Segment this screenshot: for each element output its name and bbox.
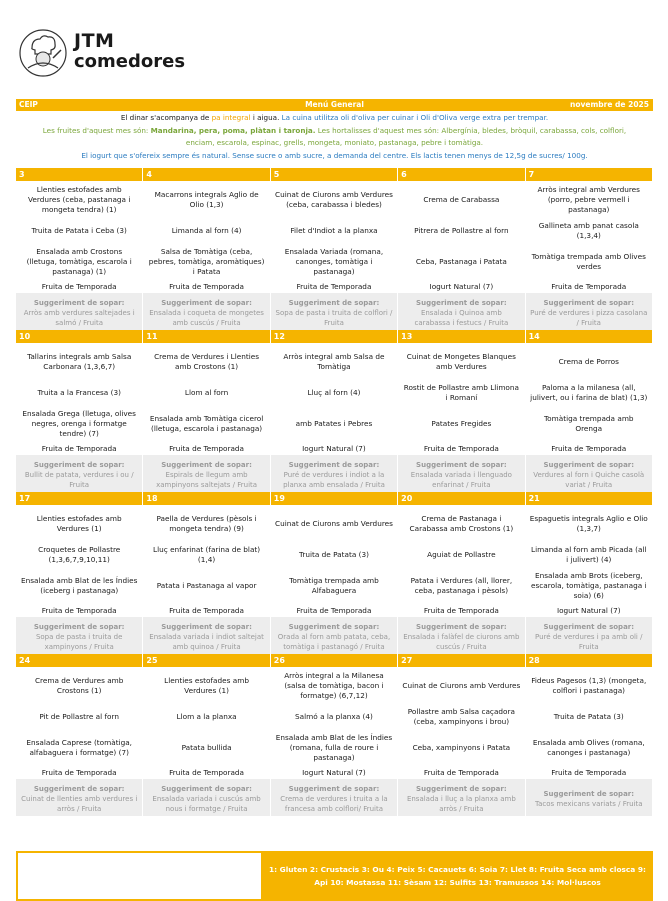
dinner-suggestion-title: Suggeriment de sopar: (416, 784, 507, 793)
brand-name: JTM (74, 30, 115, 52)
dish-first: Crema de Porros (526, 343, 653, 381)
dish-side: Ensalada amb Tomàtiga cicerol (lletuga, escarola i pastanaga) (143, 405, 270, 443)
dessert: Fruita de Temporada (271, 605, 398, 617)
dish-second: Pitrera de Pollastre al forn (398, 219, 525, 243)
dish-row-second (16, 705, 653, 729)
dish-side: Tomàtiga trempada amb Olives verdes (526, 243, 653, 281)
dessert: Iogurt Natural (7) (398, 281, 525, 293)
dish-second: Limanda al forn amb Picada (all i julivert) (4) (526, 543, 653, 567)
dinner-suggestion-title: Suggeriment de sopar: (416, 460, 507, 469)
dish-first: Crema de Verdures amb Crostons (1) (16, 667, 143, 705)
dinner-suggestion-text: Sopa de pasta i truita de xampinyons / Fruita (35, 632, 123, 651)
menu-title-bar (16, 99, 653, 111)
dish-first: Cuinat de Ciurons amb Verdures (398, 667, 525, 705)
dish-side: Ceba, xampinyons i Patata (398, 729, 525, 767)
dish-side: Salsa de Tomàtiga (ceba, pebres, tomàtiga, aromàtiques) i Patata (143, 243, 270, 281)
dish-second: Gallineta amb panat casola (1,3,4) (526, 219, 653, 243)
dish-second: Lluç al forn (4) (271, 381, 398, 405)
dish-second: Truita a la Francesa (3) (16, 381, 143, 405)
day-number: 7 (526, 168, 653, 181)
dinner-suggestion (143, 293, 270, 330)
dish-first: Cuinat de Mongetes Blanques amb Verdures (398, 343, 525, 381)
dinner-suggestion-text: Ensalada i lluç a la planxa amb arròs / Fruita (406, 794, 516, 813)
day-number: 28 (526, 654, 653, 667)
dinner-suggestion-text: Verdures al forn i Quiche casolà variat / Fruita (533, 470, 645, 489)
dessert: Fruita de Temporada (16, 767, 143, 779)
school-label: CEIP (19, 100, 38, 109)
dinner-suggestion-title: Suggeriment de sopar: (288, 784, 380, 793)
day-number-row (16, 168, 653, 181)
day-number: 5 (271, 168, 398, 181)
dinner-suggestion-text: Puré de verdures i pa amb oli / Fruita (535, 632, 643, 651)
dish-side: Ensalada amb Blat de les Índies (iceberg i pastanaga) (16, 567, 143, 605)
dish-row-side (16, 405, 653, 443)
dinner-suggestion-text: Cuinat de llenties amb verdures i arròs / Fruita (21, 794, 138, 813)
dinner-suggestion-row (16, 293, 653, 330)
day-number-row (16, 654, 653, 667)
dish-side: Patates Fregides (398, 405, 525, 443)
day-number: 18 (143, 492, 270, 505)
dessert: Fruita de Temporada (526, 767, 653, 779)
chef-logo-icon (18, 28, 68, 78)
day-number-row (16, 492, 653, 505)
day-number: 17 (16, 492, 143, 505)
dessert: Fruita de Temporada (143, 281, 270, 293)
allergen-legend (16, 851, 653, 901)
dish-side: Ensalada amb Brots (iceberg, escarola, tomàtiga, pastanaga i soia) (6) (526, 567, 653, 605)
intro-text: El dinar s'acompanya de (120, 113, 212, 122)
intro-yogurt: El iogurt que s'ofereix sempre és natural. Sense sucre o amb sucre, a demanda del centre. Els lactis tenen menys de 12,5g de sucres/ 100g. (81, 150, 588, 160)
dish-second: Filet d'Indiot a la planxa (271, 219, 398, 243)
dessert: Iogurt Natural (7) (526, 605, 653, 617)
dessert: Fruita de Temporada (143, 605, 270, 617)
dinner-suggestion-title: Suggeriment de sopar: (543, 789, 635, 798)
allergen-list: 1: Gluten 2: Crustacis 3: Ou 4: Peix 5: Cacauets 6: Soia 7: Llet 8: Fruita Seca amb closca 9: Api 10: Mostassa 11: Sèsam 12: Sulfits 13: Tramussos 14: Mol·luscos (269, 865, 646, 887)
dessert: Iogurt Natural (7) (271, 443, 398, 455)
dish-first: Crema de Carabassa (398, 181, 525, 219)
dessert: Fruita de Temporada (143, 767, 270, 779)
dinner-suggestion-title: Suggeriment de sopar: (543, 460, 635, 469)
dish-row-second (16, 381, 653, 405)
dessert-row (16, 443, 653, 455)
dish-second: Truita de Patata (3) (271, 543, 398, 567)
dinner-suggestion-row (16, 779, 653, 816)
dinner-suggestion-title: Suggeriment de sopar: (416, 298, 507, 307)
dessert: Fruita de Temporada (526, 443, 653, 455)
dish-row-side (16, 567, 653, 605)
dinner-suggestion (398, 293, 525, 330)
dinner-suggestion (271, 455, 398, 492)
dinner-suggestion-row (16, 455, 653, 492)
dinner-suggestion-title: Suggeriment de sopar: (543, 622, 635, 631)
dish-second: Truita de Patata i Ceba (3) (16, 219, 143, 243)
dish-row-first (16, 343, 653, 381)
dessert: Fruita de Temporada (398, 767, 525, 779)
day-number: 13 (398, 330, 525, 343)
dish-side: Ensalada Variada (romana, canonges, tomàtiga i pastanaga) (271, 243, 398, 281)
dinner-suggestion-text: Crema de verdures i truita a la francesa amb colflori/ Fruita (280, 794, 388, 813)
day-number: 4 (143, 168, 270, 181)
day-number: 21 (526, 492, 653, 505)
dinner-suggestion-title: Suggeriment de sopar: (288, 622, 380, 631)
dessert: Fruita de Temporada (16, 281, 143, 293)
dinner-suggestion-text: Ensalada variada i cuscús amb nous i formatge / Fruita (152, 794, 261, 813)
dessert: Iogurt Natural (7) (271, 767, 398, 779)
dinner-suggestion-text: Ensalada i coqueta de mongetes amb cuscús / Fruita (149, 308, 264, 327)
dinner-suggestion-title: Suggeriment de sopar: (33, 784, 125, 793)
dish-side: Patata i Verdures (all, llorer, ceba, pastanaga i pèsols) (398, 567, 525, 605)
dish-second: Pit de Pollastre al forn (16, 705, 143, 729)
dinner-suggestion-text: Ensalada variada i llenguado enfarinat / Fruita (410, 470, 512, 489)
dish-second: Limanda al forn (4) (143, 219, 270, 243)
dish-second: Paloma a la milanesa (all, julivert, ou i farina de blat) (1,3) (526, 381, 653, 405)
dish-first: Cuinat de Ciurons amb Verdures (271, 505, 398, 543)
dinner-suggestion-title: Suggeriment de sopar: (33, 298, 125, 307)
dish-side: Patata i Pastanaga al vapor (143, 567, 270, 605)
menu-title: Menú General (305, 100, 364, 109)
dish-side: Ensalada amb Blat de les Índies (romana, fulla de roure i pastanaga) (271, 729, 398, 767)
intro-bread: pa integral (211, 113, 251, 122)
dessert: Fruita de Temporada (143, 443, 270, 455)
dish-first: Llenties estofades amb Verdures (1) (143, 667, 270, 705)
dinner-suggestion-title: Suggeriment de sopar: (161, 784, 252, 793)
dessert-row (16, 605, 653, 617)
dish-first: Espaguetis integrals Aglio e Olio (1,3,7) (526, 505, 653, 543)
dish-first: Arròs integral amb Verdures (porro, pebre vermell i pastanaga) (526, 181, 653, 219)
dinner-suggestion-title: Suggeriment de sopar: (161, 622, 252, 631)
dish-side: Patata bullida (143, 729, 270, 767)
dish-side: Ensalada Grega (lletuga, olives negres, orenga i formatge tendre) (7) (16, 405, 143, 443)
dinner-suggestion-text: Arròs amb verdures saltejades i salmó / Fruita (23, 308, 135, 327)
dinner-suggestion (16, 779, 143, 816)
dish-first: Arròs integral amb Salsa de Tomàtiga (271, 343, 398, 381)
month-label: novembre de 2025 (570, 100, 649, 109)
brand-subname: comedores (74, 51, 186, 72)
intro-fruits: Mandarina, pera, poma, plàtan i taronja. (150, 125, 316, 135)
dish-row-second (16, 219, 653, 243)
dessert: Fruita de Temporada (398, 443, 525, 455)
dinner-suggestion-text: Puré de verdures i indiot a la planxa amb ensalada / Fruita (283, 470, 385, 489)
intro-text: i aigua. (250, 113, 282, 122)
week-block (16, 168, 653, 330)
week-block (16, 330, 653, 492)
dish-second: Salmó a la planxa (4) (271, 705, 398, 729)
week-block (16, 492, 653, 654)
dinner-suggestion-text: Ensalada i Quinoa amb carabassa i festucs / Fruita (414, 308, 509, 327)
dinner-suggestion-title: Suggeriment de sopar: (416, 622, 507, 631)
dinner-suggestion (16, 617, 143, 654)
dessert-row (16, 281, 653, 293)
dish-side: amb Patates i Pebres (271, 405, 398, 443)
dish-side: Ensalada Caprese (tomàtiga, alfabaguera i formatge) (7) (16, 729, 143, 767)
dish-side: Ensalada amb Crostons (lletuga, tomàtiga, escarola i pastanaga) (1) (16, 243, 143, 281)
dinner-suggestion-title: Suggeriment de sopar: (288, 460, 380, 469)
dish-first: Fideus Pagesos (1,3) (mongeta, colflori i pastanaga) (526, 667, 653, 705)
dish-first: Paella de Verdures (pèsols i mongeta tendra) (9) (143, 505, 270, 543)
dinner-suggestion-text: Bullit de patata, verdures i ou / Fruita (24, 470, 134, 489)
dish-second: Pollastre amb Salsa caçadora (ceba, xampinyons i brou) (398, 705, 525, 729)
dish-row-first (16, 505, 653, 543)
dinner-suggestion (271, 293, 398, 330)
day-number: 25 (143, 654, 270, 667)
dinner-suggestion (526, 779, 653, 816)
menu-intro (16, 112, 653, 162)
week-block (16, 654, 653, 816)
dish-first: Llenties estofades amb Verdures (ceba, pastanaga i mongeta tendra) (1) (16, 181, 143, 219)
dish-second: Llom a la planxa (143, 705, 270, 729)
day-number: 19 (271, 492, 398, 505)
dinner-suggestion-title: Suggeriment de sopar: (161, 298, 252, 307)
dinner-suggestion (16, 293, 143, 330)
day-number: 26 (271, 654, 398, 667)
dessert: Fruita de Temporada (271, 281, 398, 293)
dinner-suggestion (271, 617, 398, 654)
day-number-row (16, 330, 653, 343)
dinner-suggestion (526, 293, 653, 330)
dinner-suggestion-text: Tacos mexicans variats / Fruita (535, 799, 643, 808)
day-number: 12 (271, 330, 398, 343)
intro-vegetables-cont: enciam, escarola, espinac, grells, mongeta, moniato, pastanaga, pebre i tomàtiga. (185, 138, 484, 147)
dessert: Fruita de Temporada (16, 605, 143, 617)
dish-first: Cuinat de Ciurons amb Verdures (ceba, carabassa i bledes) (271, 181, 398, 219)
dinner-suggestion-title: Suggeriment de sopar: (161, 460, 252, 469)
day-number: 10 (16, 330, 143, 343)
dish-first: Crema de Pastanaga i Carabassa amb Crostons (1) (398, 505, 525, 543)
day-number: 11 (143, 330, 270, 343)
dinner-suggestion-text: Orada al forn amb patata, ceba, tomàtiga i pastanagó / Fruita (277, 632, 391, 651)
dish-row-first (16, 181, 653, 219)
dinner-suggestion (143, 455, 270, 492)
dinner-suggestion (398, 455, 525, 492)
dish-second: Lluç enfarinat (farina de blat) (1,4) (143, 543, 270, 567)
dinner-suggestion (16, 455, 143, 492)
dish-first: Macarrons integrals Aglio de Olio (1,3) (143, 181, 270, 219)
dessert: Fruita de Temporada (526, 281, 653, 293)
header (18, 28, 218, 84)
dinner-suggestion (143, 617, 270, 654)
dinner-suggestion (526, 455, 653, 492)
dinner-suggestion (398, 617, 525, 654)
dish-second: Rostit de Pollastre amb Llimona i Romaní (398, 381, 525, 405)
dish-first: Tallarins integrals amb Salsa Carbonara (1,3,6,7) (16, 343, 143, 381)
day-number: 14 (526, 330, 653, 343)
day-number: 3 (16, 168, 143, 181)
dinner-suggestion-text: Puré de verdures i pizza casolana / Fruita (530, 308, 648, 327)
dinner-suggestion-title: Suggeriment de sopar: (33, 460, 125, 469)
day-number: 20 (398, 492, 525, 505)
dessert: Fruita de Temporada (398, 605, 525, 617)
dinner-suggestion (271, 779, 398, 816)
dish-second: Croquetes de Pollastre (1,3,6,7,9,10,11) (16, 543, 143, 567)
menu-grid (16, 168, 653, 816)
dish-row-second (16, 543, 653, 567)
dish-first: Arròs integral a la Milanesa (salsa de tomàtiga, bacon i formatge) (6,7,12) (271, 667, 398, 705)
dinner-suggestion-text: Espirals de llegum amb xampinyons saltejats / Fruita (156, 470, 258, 489)
dinner-suggestion-title: Suggeriment de sopar: (33, 622, 125, 631)
dinner-suggestion (526, 617, 653, 654)
allergen-blank-box (18, 853, 261, 899)
dinner-suggestion-title: Suggeriment de sopar: (543, 298, 635, 307)
dish-row-side (16, 729, 653, 767)
dinner-suggestion (398, 779, 525, 816)
day-number: 27 (398, 654, 525, 667)
dessert-row (16, 767, 653, 779)
dinner-suggestion-text: Ensalada i falàfel de ciurons amb cuscús / Fruita (403, 632, 520, 651)
intro-fruits-label: Les fruites d'aquest mes són: (42, 125, 151, 135)
dish-second: Llom al forn (143, 381, 270, 405)
dish-side: Ensalada amb Olives (romana, canonges i pastanaga) (526, 729, 653, 767)
dish-second: Truita de Patata (3) (526, 705, 653, 729)
dish-second: Aguiat de Pollastre (398, 543, 525, 567)
dinner-suggestion-text: Ensalada variada i indiot saltejat amb quinoa / Fruita (149, 632, 264, 651)
dish-side: Tomàtiga trempada amb Orenga (526, 405, 653, 443)
dish-first: Llenties estofades amb Verdures (1) (16, 505, 143, 543)
dish-side: Tomàtiga trempada amb Alfabaguera (271, 567, 398, 605)
dish-first: Crema de Verdures i Llenties amb Crostons (1) (143, 343, 270, 381)
day-number: 6 (398, 168, 525, 181)
intro-vegetables: Les hortalisses d'aquest mes són: Albergínia, bledes, bròquil, carabassa, cols, colflori, (315, 125, 627, 135)
dinner-suggestion (143, 779, 270, 816)
intro-oil: La cuina utilitza oli d'oliva per cuinar i Oli d'Oliva verge extra per trempar. (281, 113, 549, 122)
dinner-suggestion-row (16, 617, 653, 654)
dish-row-first (16, 667, 653, 705)
dessert: Fruita de Temporada (16, 443, 143, 455)
dinner-suggestion-text: Sopa de pasta i truita de colflori / Fruita (275, 308, 393, 327)
dinner-suggestion-title: Suggeriment de sopar: (288, 298, 380, 307)
dish-row-side (16, 243, 653, 281)
day-number: 24 (16, 654, 143, 667)
dish-side: Ceba, Pastanaga i Patata (398, 243, 525, 281)
